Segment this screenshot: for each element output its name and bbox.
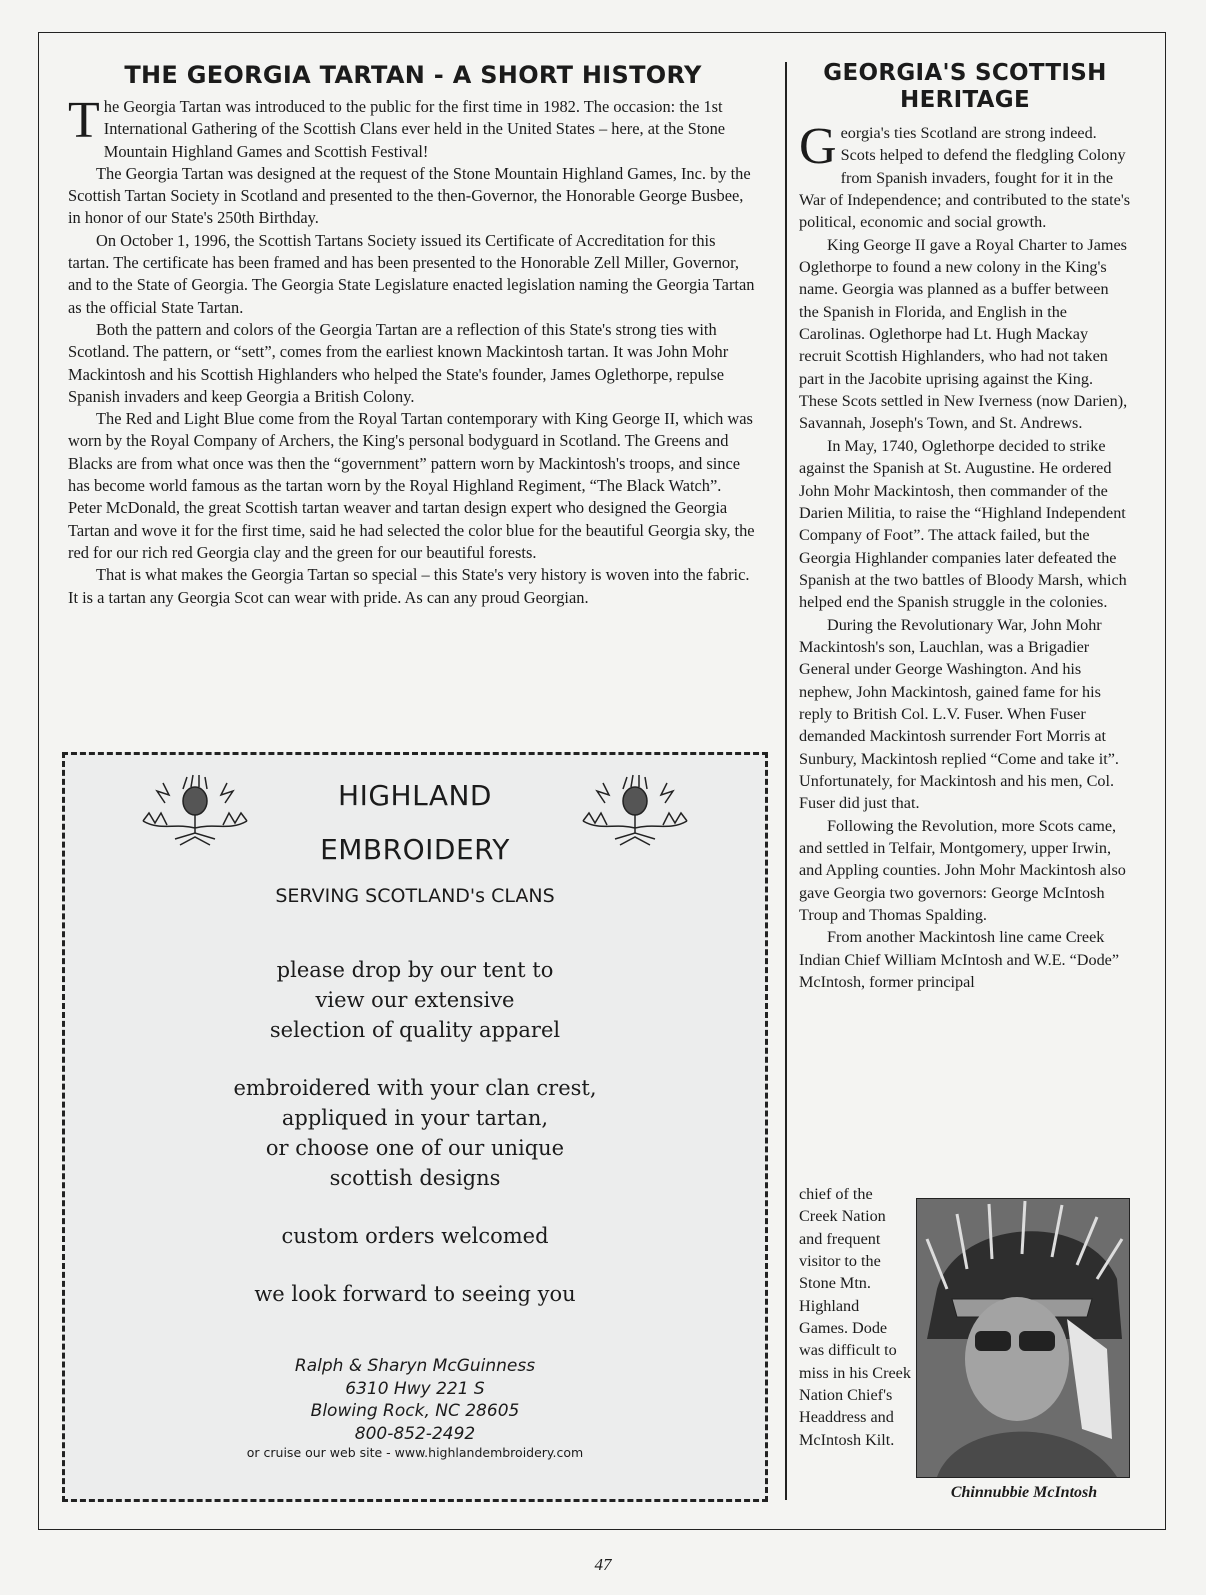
chief-photo: [916, 1198, 1130, 1478]
tartan-article: [68, 60, 758, 609]
portrait-image: [917, 1199, 1129, 1477]
tartan-p5: The Red and Light Blue come from the Royal Tartan contemporary with King George II, which was worn by the Royal Company of Archers, the King's personal bodyguard in Scotland. The Greens and Blacks are from what once was then the “government” pattern worn by Mackintosh's troops, and since has become world famous as the tartan worn by the Royal Highland Regiment, “The Black Watch”. Peter McDonald, the great Scottish tartan weaver and tartan design expert who designed the Georgia Tartan and wove it for the first time, said he had selected the color blue for the beautiful Georgia sky, the red for our rich red Georgia clay and the green for our beautiful forests.: [68, 409, 755, 562]
tartan-title: THE GEORGIA TARTAN - A SHORT HISTORY: [124, 61, 702, 89]
heritage-article: [799, 60, 1131, 993]
heritage-p1: Georgia's ties Scotland are strong indeed. Scots helped to defend the fledgling Colony from Spanish invaders, fought for it in the War of Independence; and contributed to the state's political, economic and social growth.: [799, 118, 1131, 232]
ad-website[interactable]: or cruise our web site - www.highlandembroidery.com: [246, 1445, 584, 1460]
tartan-p6: That is what makes the Georgia Tartan so special – this State's very history is woven into the fabric. It is a tartan any Georgia Scot can wear with pride. As can any proud Georgian.: [68, 565, 750, 607]
photo-caption: Chinnubbie McIntosh: [950, 1484, 1098, 1501]
heritage-p4: During the Revolutionary War, John Mohr Mackintosh's son, Lauchlan, was a Brigadier General under George Washington. And his nephew, John Mackintosh, gained fame for his reply to British Col. L.V. Fuser. When Fuser demanded Mackintosh surrender Fort Morris at Sunbury, Mackintosh replied “Come and take it”. Unfortunately, for Mackintosh and his men, Col. Fuser did just that.: [799, 615, 1119, 813]
tartan-body: [68, 92, 758, 609]
tartan-p2: The Georgia Tartan was designed at the request of the Stone Mountain Highland Games, Inc. by the Scottish Tartan Society in Scotland and presented to the then-Governor, the Honorable George Busbee, in honor of our State's 250th Birthday.: [68, 163, 751, 228]
tartan-p4: Both the pattern and colors of the Georgia Tartan are a reflection of this State's strong ties with Scotland. The pattern, or “sett”, comes from the earliest known Mackintosh tartan. It was John Mohr Mackintosh and his Scottish Highlanders who helped the State's founder, James Oglethorpe, repulse Spanish invaders and keep Georgia a British Colony.: [68, 319, 729, 406]
heritage-p3: In May, 1740, Oglethorpe decided to strike against the Spanish at St. Augustine. He ordered John Mohr Mackintosh, then commander of the Darien Militia, to raise the “Highland Independent Company of Foot”. The attack failed, but the Georgia Highlander companies later defeated the Spanish at the two battles of Bloody Marsh, which helped end the Spanish struggle in the colonies.: [799, 436, 1127, 612]
heritage-wrap-text: chief of the Creek Nation and frequent visitor to the Stone Mtn. Highland Games. Dode was difficult to miss in his Creek Nation Chief's Headdress and McIntosh Kilt.: [799, 1185, 911, 1449]
heritage-p5: Following the Revolution, more Scots came, and settled in Telfair, Montgomery, upper Irwin, and Appling counties. John Mohr Mackintosh also gave Georgia two governors: George McIntosh Troup and Thomas Spalding.: [799, 816, 1126, 925]
heritage-p2: King George II gave a Royal Charter to James Oglethorpe to found a new colony in the King's name. Georgia was planned as a buffer between the Spanish in Florida, and English in the Carolinas. Oglethorpe had Lt. Hugh Mackay recruit Scottish Highlanders, who had not taken part in the Jacobite uprising against the King. These Scots settled in New Iverness (now Darien), Savannah, Joseph's Town, and St. Andrews.: [799, 235, 1128, 433]
tartan-dropcap: T: [68, 92, 100, 149]
ad-heading: HIGHLAND EMBROIDERY: [320, 779, 510, 866]
ad-subheading: SERVING SCOTLAND's CLANS: [275, 885, 555, 907]
heritage-p6: From another Mackintosh line came Creek Indian Chief William McIntosh and W.E. “Dode” McIntosh, former principal: [799, 928, 1120, 992]
ad-contact: Ralph & Sharyn McGuinness 6310 Hwy 221 S Blowing Rock, NC 28605 800-852-2492: [294, 1356, 536, 1444]
tartan-p3: On October 1, 1996, the Scottish Tartans Society issued its Certificate of Accreditation for this tartan. The certificate has been framed and has been presented to the Honorable Zell Miller, Governor, and to the State of Georgia. The Georgia State Legislature enacted legislation naming the Georgia Tartan as the official State Tartan.: [68, 230, 755, 317]
ad-copy: please drop by our tent to view our extensive selection of quality apparel embroidered with your clan crest, appliqued in your tartan, or choose one of our unique scottish designs custom orders welcomed we look forward to seeing you: [233, 958, 597, 1306]
column-divider: [785, 62, 787, 1500]
heritage-dropcap: G: [799, 118, 837, 175]
page-number: 47: [594, 1555, 612, 1574]
heritage-title: GEORGIA'S SCOTTISH HERITAGE: [823, 60, 1107, 113]
tartan-p1: The Georgia Tartan was introduced to the public for the first time in 1982. The occasion: the 1st International Gathering of the Scottish Clans ever held in the United States – here, at the Stone Mountain Highland Games and Scottish Festival!: [68, 92, 726, 161]
heritage-body: [799, 118, 1131, 993]
highland-embroidery-ad: [62, 752, 768, 1502]
